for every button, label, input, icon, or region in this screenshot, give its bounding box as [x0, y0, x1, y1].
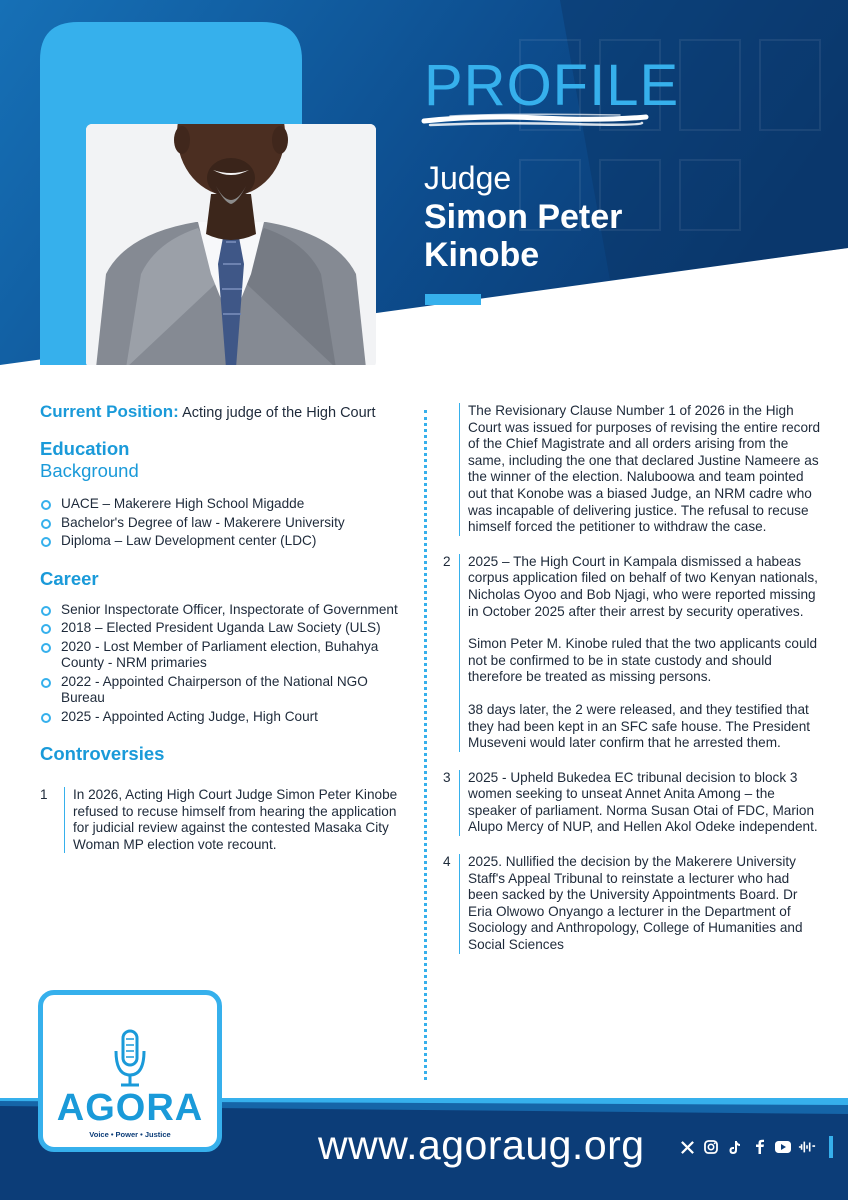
judge-name: Simon Peter Kinobe	[424, 198, 623, 274]
judge-label: Judge	[424, 160, 512, 196]
list-item: Senior Inspectorate Officer, Inspectorate of Government	[40, 602, 415, 619]
social-icons	[678, 1138, 840, 1156]
website-link[interactable]: www.agoraug.org	[318, 1122, 645, 1168]
controversy-item-1	[40, 787, 415, 853]
current-position-value: Acting judge of the High Court	[182, 405, 376, 421]
current-position-label: Current Position:	[40, 402, 179, 421]
logo-tagline: Voice • Power • Justice	[89, 1130, 171, 1139]
bullet-icon	[41, 500, 51, 510]
controversy-text: The Revisionary Clause Number 1 of 2026 in the High Court was issued for purposes of revising the entire record of the Chief Magistrate and all orders arising from the same, including the one that declared Justine Nameere as the winner of the election. Naluboowa and team pointed out that Konobe was a biased Judge, an NRM cadre who was incapable of delivering justice. The refusal to recuse himself forced the petitioner to withdraw the case.	[459, 403, 823, 536]
instagram-icon[interactable]	[702, 1138, 720, 1156]
controversy-item-2	[443, 554, 823, 752]
agora-logo	[38, 990, 222, 1152]
education-subheading: Background	[40, 460, 139, 481]
controversy-item-1-continued	[443, 403, 823, 536]
facebook-icon[interactable]	[750, 1138, 768, 1156]
controversy-paragraph: Simon Peter M. Kinobe ruled that the two applicants could not be confirmed to be in state custody and should therefore be treated as missing persons.	[468, 636, 818, 685]
brush-stroke-decoration	[420, 112, 650, 130]
controversy-text: 2025 - Upheld Bukedea EC tribunal decision to block 3 women seeking to unseat Annet Anita Among – the speaker of parliament. Norma Susan Otai of FDC, Marion Alupo Mercy of NUP, and Hellen Akol Odeke independent.	[459, 770, 823, 836]
audio-wave-icon[interactable]	[798, 1138, 816, 1156]
column-divider	[424, 410, 427, 1080]
list-item: 2022 - Appointed Chairperson of the National NGO Bureau	[40, 674, 415, 707]
career-list	[40, 602, 415, 726]
controversies-heading: Controversies	[40, 743, 165, 764]
judge-portrait-illustration	[86, 124, 376, 365]
profile-title: PROFILE	[424, 53, 680, 118]
controversy-paragraph: 38 days later, the 2 were released, and they testified that they had been kept in an SFC safe house. The President Museveni would later confirm that he arrested them.	[468, 701, 811, 751]
list-item: UACE – Makerere High School Migadde	[40, 496, 415, 513]
controversy-item-3	[443, 770, 823, 836]
bullet-icon	[41, 678, 51, 688]
judge-photo	[86, 124, 376, 365]
education-list	[40, 496, 415, 550]
list-item: Diploma – Law Development center (LDC)	[40, 533, 415, 550]
controversy-item-4	[443, 854, 823, 954]
bullet-icon	[41, 519, 51, 529]
list-item: 2018 – Elected President Uganda Law Society (ULS)	[40, 620, 415, 637]
bullet-icon	[41, 624, 51, 634]
youtube-icon[interactable]	[774, 1138, 792, 1156]
bullet-icon	[41, 643, 51, 653]
current-position	[40, 402, 415, 422]
controversy-text: In 2026, Acting High Court Judge Simon Peter Kinobe refused to recuse himself from hearing the application for judicial review against the contested Masaka City Woman MP election vote recount.	[64, 787, 415, 853]
controversy-paragraph: 2025 – The High Court in Kampala dismissed a habeas corpus application filed on behalf of two Kenyan nationals, Nicholas Oyoo and Bob Njagi, who were reported missing in October 2025 after their arrest by security operatives.	[468, 553, 818, 619]
tiktok-icon[interactable]	[726, 1138, 744, 1156]
education-heading: Education	[40, 438, 130, 459]
bullet-icon	[41, 713, 51, 723]
bullet-icon	[41, 606, 51, 616]
controversy-text: 2025. Nullified the decision by the Makerere University Staff's Appeal Tribunal to reinstate a lecturer who had been sacked by the University Appointments Board. Dr Eria Olwowo Onyango a lecturer in the Department of Sociology and Anthropology, College of Humanities and Social Sciences	[459, 854, 823, 954]
x-icon[interactable]	[678, 1138, 696, 1156]
controversy-number: 2	[443, 553, 451, 569]
career-heading: Career	[40, 567, 99, 589]
divider-bar-icon	[822, 1138, 840, 1156]
profile-header	[0, 0, 848, 365]
controversy-number: 3	[443, 769, 451, 785]
name-underline-bar	[425, 294, 481, 305]
logo-wordmark: AGORA	[56, 1087, 204, 1129]
list-item: 2020 - Lost Member of Parliament election, Buhahya County - NRM primaries	[40, 639, 415, 672]
controversy-number: 4	[443, 854, 451, 870]
controversy-number: 1	[40, 787, 48, 802]
right-column	[443, 403, 823, 954]
left-column	[40, 402, 415, 853]
bullet-icon	[41, 537, 51, 547]
list-item: 2025 - Appointed Acting Judge, High Court	[40, 709, 415, 726]
controversy-text-block	[459, 554, 823, 752]
list-item: Bachelor's Degree of law - Makerere University	[40, 515, 415, 532]
